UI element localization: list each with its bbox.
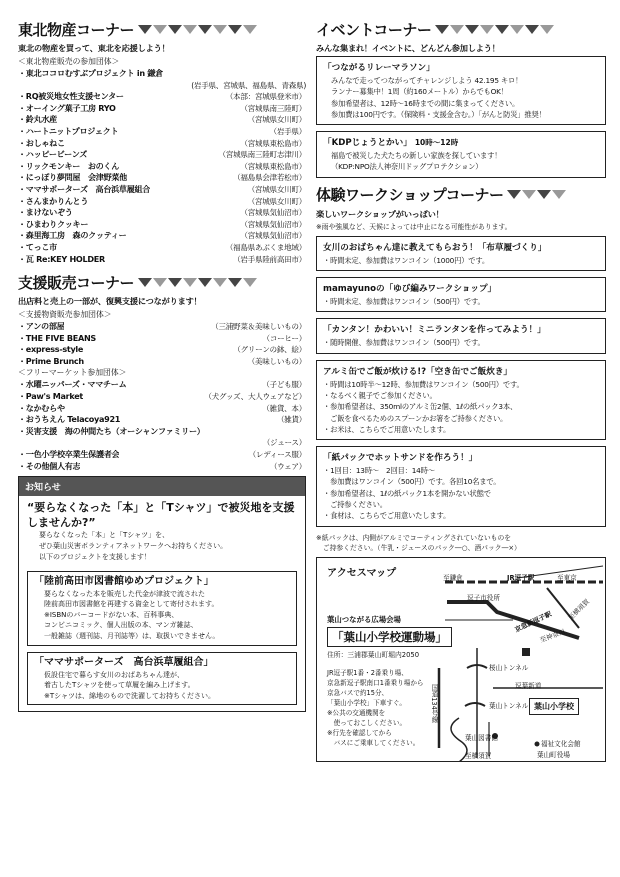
item-detail: （宮城県気仙沼市） (240, 219, 306, 229)
left-column (18, 18, 306, 712)
list-item (18, 91, 306, 103)
item-detail: （美味しいもの） (247, 356, 306, 366)
text-line: （KDP:NPO法人神奈川ドッグプロテクション） (331, 162, 483, 172)
map-label-yokosuka: 至横須賀 (566, 597, 592, 622)
workshop4-box (316, 360, 606, 440)
venue-name: 「葉山小学校運動場」 (327, 627, 452, 647)
map-label-kanagawa: 至神奈川 (538, 627, 567, 644)
item-name: ・express-style (18, 344, 84, 355)
item-detail: （福島県あぶくま地域） (225, 242, 306, 252)
text-line: ※ISBNのバーコードがない本、百科事典、 (44, 610, 179, 619)
tohoku-title: 東北物産コーナー (18, 20, 135, 39)
workshop5-lines (323, 465, 599, 521)
item-detail: （宮城県女川町） (247, 196, 306, 206)
venue-address: 住所：三浦郡葉山町堀内2050 (327, 650, 420, 659)
item-name: ・ひまわりクッキー (18, 218, 89, 229)
list-item (18, 196, 306, 208)
map-label-library: 葉山図書館 (465, 733, 498, 742)
item-detail: （本部：宮城県登米市） (225, 92, 306, 102)
access-lines (327, 668, 455, 748)
list-item (18, 172, 306, 184)
map-label-bypass: 逗葉新道 (515, 681, 542, 690)
relay-box (316, 56, 606, 125)
list-item (18, 80, 306, 92)
list-item (18, 333, 306, 345)
list-item (18, 403, 306, 415)
text-line: 京急バスで約15分、 (327, 688, 389, 697)
text-line: ・時間は10時半～12時、参加費はワンコイン（500円）です。 (323, 379, 524, 389)
item-name: ・なかむらや (18, 402, 65, 413)
item-detail: （雑貨） (276, 415, 306, 425)
map-label-sakurayama: 桜山トンネル (489, 663, 529, 672)
list-item (18, 161, 306, 173)
workshop4-lines (323, 379, 599, 435)
workshop3-title: 「カンタン！かわいい！ミニランタンを作ってみよう！」 (323, 325, 546, 336)
project1-lines (34, 589, 290, 642)
workshop1-title: 女川のおばちゃん達に教えてもらおう！「布草履づくり」 (323, 242, 547, 253)
list-item (18, 138, 306, 150)
text-line: 要らなくなった「本」と「Tシャツ」を、 (39, 531, 170, 540)
list-item (18, 449, 306, 461)
list-item (18, 230, 306, 242)
shien-list1 (18, 321, 306, 367)
event-header (316, 18, 606, 40)
item-detail: （三浦野菜＆美味しいもの） (211, 322, 306, 332)
list-item (18, 426, 306, 438)
workshop2-box (316, 277, 606, 312)
workshop-lead: 楽しいワークショップがいっぱい！ (316, 208, 444, 219)
item-detail: （岩手県） (269, 126, 306, 136)
list-item (18, 126, 306, 138)
item-name: ・さんまかりんとう (18, 195, 89, 206)
text-line: 参加費は100円です。（保険料・支援金含む。）「がんと防災」推奨！ (331, 109, 546, 119)
text-line: 陸前高田市図書館を再建する資金として寄付されます。 (44, 600, 219, 609)
welfare-marker (535, 741, 540, 746)
item-detail: （ジュース） (262, 438, 306, 448)
relay-lines (323, 75, 599, 120)
tohoku-header (18, 18, 306, 40)
list-item (18, 219, 306, 231)
item-detail: （宮城県気仙沼市） (240, 231, 306, 241)
venue-label: 葉山つながる広場会場 (327, 614, 401, 624)
item-detail: （宮城県気仙沼市） (240, 208, 306, 218)
project2-title: 「ママサポーターズ 高台浜草履組合」 (34, 656, 214, 668)
item-name: ・RQ被災地女性支援センター (18, 91, 124, 102)
project2-box (27, 652, 297, 706)
map-label-townhall: 葉山町役場 (537, 750, 570, 759)
item-detail: （犬グッズ、大人ウェアなど） (204, 392, 306, 402)
item-name: ・その他個人有志 (18, 460, 81, 471)
kdp-time: 10時～12時 (414, 138, 459, 148)
tohoku-lead: 東北の物産を買って、東北を応援しよう！ (18, 43, 170, 53)
item-detail: （岩手県陸前高田市） (233, 254, 306, 264)
text-line: ・参加希望者は、1ℓの紙パック1本を開かない状態で (323, 488, 491, 498)
station-marker (522, 648, 530, 656)
text-line: 参加希望者は、12時～16時までの間に集まってください。 (331, 98, 520, 108)
list-item (18, 184, 306, 196)
text-line: コンビニコミック、個人出版の本、マンガ雑誌、 (44, 621, 198, 630)
workshop3-lines (323, 337, 599, 348)
shien-sub2: ＜フリーマーケット参加団体＞ (18, 368, 127, 378)
text-line: 使っておこしください。 (327, 718, 407, 727)
item-name: ・瓦 Re:KEY HOLDER (18, 253, 105, 264)
workshop4-title: アルミ缶でご飯が炊ける!?「空き缶でご飯炊き」 (323, 366, 513, 377)
item-detail: （子ども服） (262, 380, 306, 390)
kdp-title: 「KDPじょうとかい」 (323, 138, 412, 149)
shien-lead: 出店料と売上の一部が、復興支援につながります！ (18, 296, 202, 307)
event-lead: みんな集まれ！イベントに、どんどん参加しよう！ (316, 43, 500, 53)
text-line: 着古したTシャツを使って草履を編み上げます。 (44, 681, 195, 690)
right-column (316, 18, 606, 762)
text-line: ・なるべく親子でご参加ください。 (323, 390, 437, 400)
item-name: ・おしゃねこ (18, 137, 65, 148)
text-line: バスにご乗車してください。 (327, 738, 420, 747)
map-label-welfare: 福祉文化会館 (541, 739, 581, 748)
shien-sub1: ＜支援物資販売参加団体＞ (18, 310, 112, 320)
item-name: ・一色小学校卒業生保護者会 (18, 449, 120, 460)
item-detail: （ウェア） (269, 461, 306, 471)
map-label-shinzushi: 京急新逗子駅 (513, 609, 553, 634)
item-name: ・水曜ニッパーズ・ママチーム (18, 379, 127, 390)
text-line: ・時間未定、参加費はワンコイン（500円）です。 (323, 297, 485, 307)
list-item (18, 114, 306, 126)
list-item (18, 391, 306, 403)
list-item (18, 242, 306, 254)
item-detail: (岩手県、宮城県、福島県、青森県) (191, 80, 306, 90)
item-detail: （宮城県南三陸町志津川） (218, 150, 306, 160)
map-label-kamakura: 至鎌倉 (443, 573, 463, 582)
workshop2-lines (323, 296, 599, 307)
map-label-shiyakusho: 逗子市役所 (467, 593, 500, 602)
item-name: ・にっぽり夢問屋 会津野菜他 (18, 172, 127, 183)
workshop1-lines (323, 255, 599, 266)
oshirase-header: お知らせ (19, 477, 305, 496)
item-name: ・Paw's Market (18, 391, 83, 402)
list-item (18, 414, 306, 426)
item-name: ・災害支援 海の仲間たち（オーシャンファミリー） (18, 425, 205, 436)
relay-title: 「つながるリレーマラソン」 (323, 63, 435, 73)
list-item (18, 437, 306, 449)
item-name: ・リックモンキー おのくん (18, 160, 119, 171)
workshop1-box (316, 236, 606, 271)
text-line: 京急新逗子駅南口1番乗り場から (327, 678, 424, 687)
map-label-hayama-tunnel: 葉山トンネル (489, 701, 529, 710)
decor-triangles (435, 25, 554, 34)
shien-header (18, 271, 306, 293)
list-item (18, 344, 306, 356)
decor-triangles (138, 278, 257, 287)
item-detail: （宮城県女川町） (247, 184, 306, 194)
workshop3-box (316, 318, 606, 353)
text-line: ご飯を食べるためのスプーンかお箸をご持参ください。 (323, 413, 508, 423)
list-item (18, 68, 306, 80)
decor-triangles (507, 190, 566, 199)
map-label-route134: 国道134号線 (430, 683, 438, 723)
text-line: 仮設住宅で暮らす女川のおばあちゃん達が、 (44, 670, 184, 679)
text-line: ※紙パックは、内側がアルミでコーティングされていないものを (316, 533, 512, 542)
workshop-note: ※雨や強風など、天候によっては中止になる可能性があります。 (316, 222, 512, 231)
shien-title: 支援販売コーナー (18, 273, 135, 292)
item-name: ・東北ココロむすぶプロジェクト in 鎌倉 (18, 68, 163, 78)
map-title: アクセスマップ (327, 567, 397, 579)
map-label-tokyo: 至東京 (557, 573, 577, 582)
map-label-zushi: JR逗子駅 (507, 573, 535, 582)
workshop-header (316, 184, 606, 206)
list-item (18, 356, 306, 368)
item-detail: （レディース服） (248, 450, 306, 460)
text-line: JR逗子駅1番・2番乗り場、 (327, 668, 408, 677)
oshirase-question: “要らなくなった「本」と「Tシャツ」で被災地を支援しませんか?” (27, 501, 295, 530)
text-line: ・随時開催、参加費はワンコイン（500円）です。 (323, 338, 485, 348)
list-item (18, 149, 306, 161)
workshop-footnote (316, 533, 606, 553)
text-line: ご持参ください。 (323, 500, 387, 510)
item-detail: （宮城県南三陸町） (240, 103, 306, 113)
item-name: ・オーイング菓子工房 RYO (18, 102, 116, 113)
item-name: ・ハートニットプロジェクト (18, 125, 119, 136)
list-item (18, 379, 306, 391)
map-label-misaki: 至横須賀 (465, 751, 492, 760)
workshop-title: 体験ワークショップコーナー (316, 186, 504, 205)
item-detail: （宮城県東松島市） (240, 138, 306, 148)
text-line: 一般雑誌（週刊誌、月刊誌等）は、取扱いできません。 (44, 631, 220, 640)
item-detail: （福島県会津若松市） (233, 173, 306, 183)
tunnel-hayama (465, 703, 485, 706)
item-detail: （コーヒー） (262, 333, 306, 343)
text-line: 参加費はワンコイン（500円）です。各回10名まで。 (323, 477, 501, 487)
kdp-box (316, 131, 606, 178)
item-detail: （グリーンの鉢、絵） (233, 345, 306, 355)
list-item (18, 321, 306, 333)
text-line: ・食材は、こちらでご用意いたします。 (323, 511, 451, 521)
tohoku-list (18, 68, 306, 265)
item-detail: （宮城県東松島市） (240, 161, 306, 171)
item-name: ・てっこ市 (18, 241, 57, 252)
text-line: ・1回目：13時～ 2回目：14時～ (323, 466, 435, 476)
item-name: ・森里海工房 森のクッティー (18, 230, 127, 241)
shien-list2 (18, 379, 306, 472)
project1-title: 「陸前高田市図書館ゆめプロジェクト」 (34, 575, 214, 587)
item-name: ・ママサポーターズ 高台浜草履組合 (18, 183, 151, 194)
list-item (18, 254, 306, 266)
item-name: ・まけないぞう (18, 207, 73, 218)
workshop5-title: 「紙パックでホットサンドを作ろう！」 (323, 453, 478, 464)
project1-box (27, 571, 297, 646)
text-line: ※Tシャツは、綿地のもので洗濯してお持ちください。 (44, 691, 216, 700)
workshop2-title: mamayunoの「ゆび編みワークショップ」 (323, 284, 497, 295)
tohoku-sub: ＜東北物産販売の参加団体＞ (18, 57, 120, 66)
text-line: 福島で被災した犬たちの新しい家族を探しています！ (331, 151, 502, 161)
text-line: ・時間未定、参加費はワンコイン（1000円）です。 (323, 255, 489, 265)
text-line: ランナー募集中！1周（約160メートル）からでもOK！ (331, 87, 508, 97)
text-line: 要らなくなった本を販売した代金が津波で流された (44, 589, 205, 598)
decor-triangles (138, 25, 257, 34)
project2-lines (34, 670, 290, 702)
text-line: 「葉山小学校」下車すぐ。 (327, 698, 406, 707)
text-line: ※行先を確認してから (327, 728, 392, 737)
item-name: ・THE FIVE BEANS (18, 332, 96, 343)
access-map (316, 557, 606, 762)
text-line: みんなで走ってつながってチャレンジしよう 42.195 キロ！ (331, 76, 523, 85)
kdp-lines (323, 150, 599, 173)
item-name: ・ハッピービーンズ (18, 149, 88, 160)
text-line: ・参加希望者は、350mlのアルミ缶2個、1ℓの紙パック3本、 (323, 402, 518, 412)
text-line: ※公共の交通機関を (327, 708, 386, 717)
text-line: 以下のプロジェクトを支援します！ (39, 552, 151, 561)
item-detail: （雑貨、本） (262, 403, 306, 413)
oshirase-box (18, 476, 306, 712)
item-name: ・アンの部屋 (18, 321, 65, 332)
workshop5-box (316, 446, 606, 526)
item-name: ・Prime Brunch (18, 355, 84, 366)
item-name: ・鈴丸水産 (18, 114, 57, 125)
list-item (18, 207, 306, 219)
item-detail: （宮城県女川町） (247, 115, 306, 125)
text-line: ・お米は、こちらでご用意いたします。 (323, 424, 451, 434)
text-line: ご持参ください。（牛乳・ジュースのパック―○、酒パック―×） (316, 543, 521, 552)
venue-info (327, 614, 452, 659)
map-school-box: 葉山小学校 (529, 698, 579, 715)
item-name: ・おうちえん Telacoya921 (18, 414, 121, 425)
event-title: イベントコーナー (316, 20, 432, 39)
text-line: ぜひ葉山災害ボランティアネットワークへお持ちください。 (39, 542, 228, 551)
list-item (18, 461, 306, 473)
oshirase-question-lines (27, 530, 297, 562)
list-item (18, 103, 306, 115)
